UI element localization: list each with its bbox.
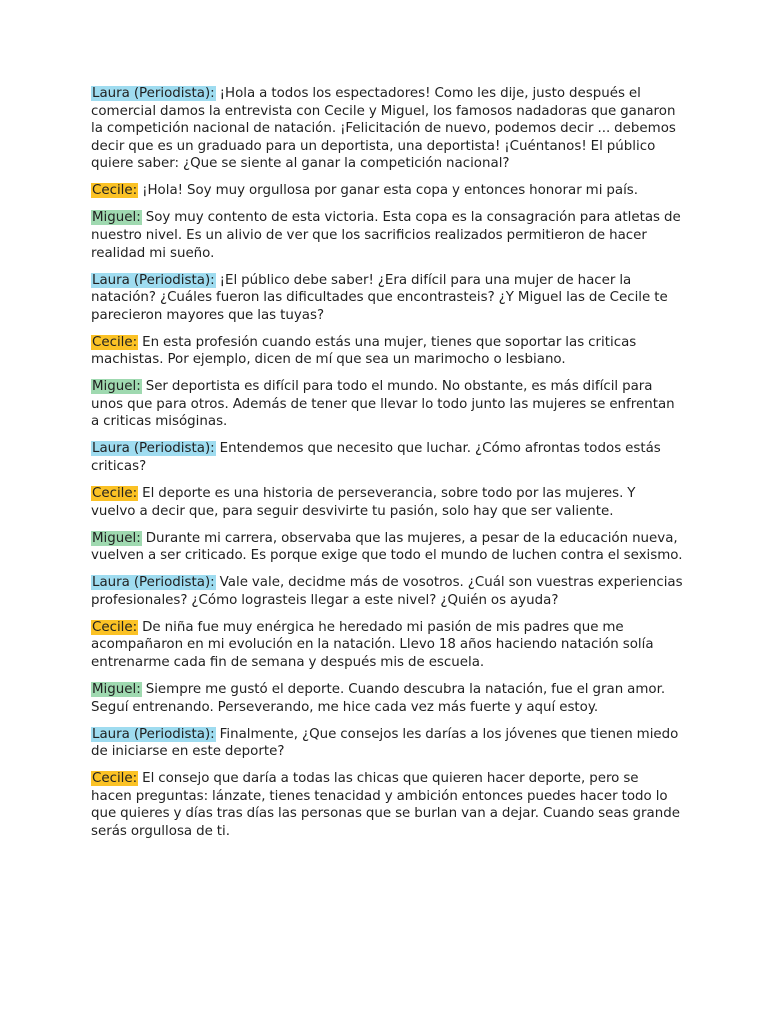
- dialogue-paragraph: [91, 209, 683, 262]
- dialogue-text: Ser deportista es difícil para todo el mundo. No obstante, es más difícil para unos que para otros. Además de tener que llevar lo todo junto las mujeres se enfrentan a criticas misóginas.: [91, 379, 675, 430]
- dialogue-paragraph: [91, 770, 683, 840]
- speaker-label-cecile: Cecile:: [92, 486, 138, 502]
- dialogue-text: Siempre me gustó el deporte. Cuando descubra la natación, fue el gran amor. Seguí entrenando. Perseverando, me hice cada vez más fuerte y aquí estoy.: [91, 681, 666, 715]
- dialogue-paragraph: [91, 726, 683, 761]
- dialogue-text: Finalmente, ¿Que consejos les darías a los jóvenes que tienen miedo de iniciarse en este deporte?: [91, 726, 679, 760]
- dialogue-paragraph: [91, 530, 683, 565]
- dialogue-text: De niña fue muy enérgica he heredado mi pasión de mis padres que me acompañaron en mi evolución en la natación. Llevo 18 años haciendo natación solía entrenarme cada fin de semana y después mis de escuela.: [91, 619, 654, 670]
- dialogue-text: El deporte es una historia de perseverancia, sobre todo por las mujeres. Y vuelvo a decir que, para seguir desvivirte tu pasión, solo hay que ser valiente.: [91, 486, 636, 519]
- speaker-label-laura: Laura (Periodista):: [92, 726, 215, 742]
- dialogue-text: Entendemos que necesito que luchar. ¿Cómo afrontas todos estás criticas?: [91, 441, 661, 475]
- speaker-label-laura: Laura (Periodista):: [92, 441, 215, 457]
- dialogue-paragraph: [91, 378, 683, 431]
- speaker-label-miguel: Miguel:: [92, 681, 141, 697]
- speaker-label-cecile: Cecile:: [92, 771, 138, 787]
- speaker-label-cecile: Cecile:: [92, 183, 138, 199]
- dialogue-paragraph: [91, 334, 683, 369]
- dialogue-text: Soy muy contento de esta victoria. Esta copa es la consagración para atletas de nuestro nivel. Es un alivio de ver que los sacrificios realizados permitieron de hacer realidad mi sueño.: [91, 210, 681, 261]
- dialogue-paragraph: [91, 574, 683, 609]
- dialogue-text: ¡Hola a todos los espectadores! Como les dije, justo después el comercial damos la entrevista con Cecile y Miguel, los famosos nadadoras que ganaron la competición nacional de natación. ¡Felicitación de nuevo, podemos decir ... debemos decir que es un graduado para un deportista, una deportista! ¡Cuéntanos! El público quiere saber: ¿Que se siente al ganar la competición nacional?: [91, 86, 676, 172]
- dialogue-paragraph: [91, 485, 683, 520]
- speaker-label-miguel: Miguel:: [92, 379, 141, 395]
- speaker-label-laura: Laura (Periodista):: [92, 86, 215, 101]
- speaker-label-cecile: Cecile:: [92, 334, 138, 350]
- dialogue-paragraph: [91, 440, 683, 475]
- dialogue-paragraph: [91, 619, 683, 672]
- dialogue-text: ¡Hola! Soy muy orgullosa por ganar esta copa y entonces honorar mi país.: [138, 183, 639, 199]
- speaker-label-miguel: Miguel:: [92, 530, 141, 546]
- dialogue-text: En esta profesión cuando estás una mujer, tienes que soportar las criticas machistas. Por ejemplo, dicen de mí que sea un marimocho o lesbiano.: [91, 334, 637, 368]
- interview-document: [91, 85, 683, 850]
- dialogue-paragraph: [91, 681, 683, 716]
- speaker-label-laura: Laura (Periodista):: [92, 575, 215, 591]
- speaker-label-cecile: Cecile:: [92, 619, 138, 635]
- dialogue-text: Vale vale, decidme más de vosotros. ¿Cuál son vuestras experiencias profesionales? ¿Cómo lograsteis llegar a este nivel? ¿Quién os ayuda?: [91, 575, 683, 608]
- dialogue-paragraph: [91, 272, 683, 325]
- dialogue-paragraph: [91, 182, 683, 200]
- dialogue-text: El consejo que daría a todas las chicas que quieren hacer deporte, pero se hacen preguntas: lánzate, tienes tenacidad y ambición entonces puedes hacer todo lo que quieres y días tras días las personas que se burlan van a dejar. Cuando seas grande serás orgullosa de ti.: [91, 771, 680, 839]
- dialogue-paragraph: [91, 85, 683, 173]
- dialogue-text: ¡El público debe saber! ¿Era difícil para una mujer de hacer la natación? ¿Cuáles fueron las dificultades que encontrasteis? ¿Y Miguel las de Cecile te parecieron mayores que las tuyas?: [91, 272, 668, 323]
- dialogue-text: Durante mi carrera, observaba que las mujeres, a pesar de la educación nueva, vuelven a ser criticado. Es porque exige que todo el mundo de luchen contra el sexismo.: [91, 530, 683, 564]
- speaker-label-laura: Laura (Periodista):: [92, 272, 215, 288]
- speaker-label-miguel: Miguel:: [92, 210, 141, 226]
